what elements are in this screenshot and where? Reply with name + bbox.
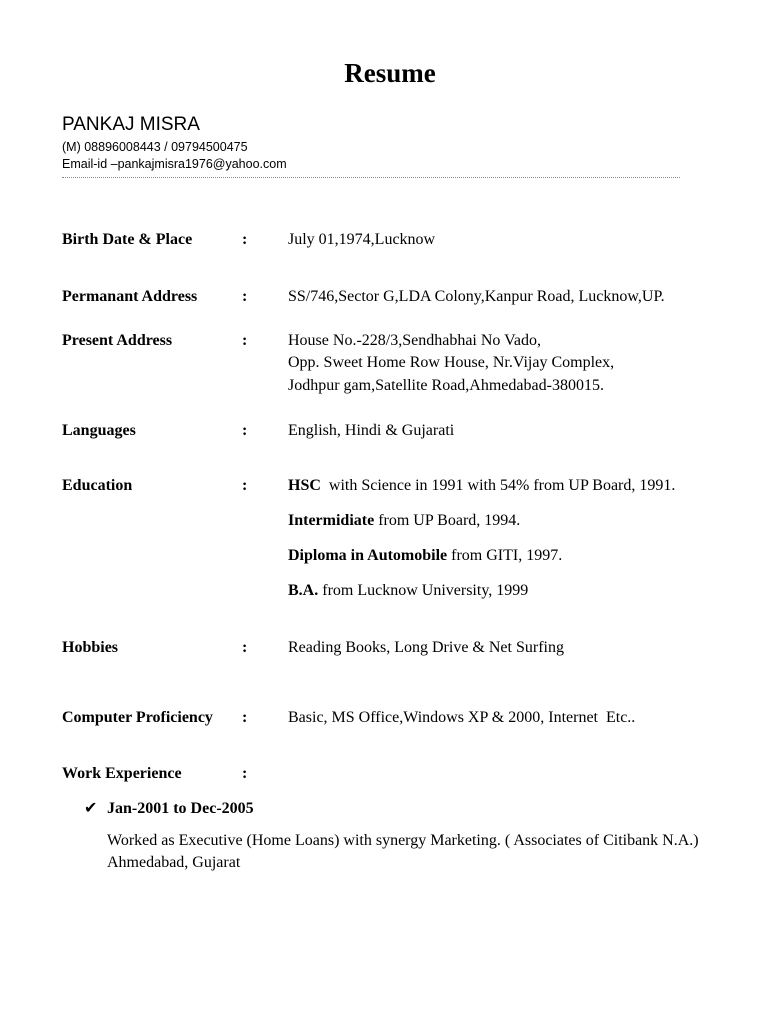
languages-label: Languages	[62, 422, 136, 439]
permanent-address-value: SS/746,Sector G,LDA Colony,Kanpur Road, Lucknow,UP.	[288, 288, 665, 305]
birth-value: July 01,1974,Lucknow	[288, 231, 436, 248]
education-detail: from UP Board, 1994.	[374, 512, 521, 529]
education-item	[288, 512, 520, 530]
work-experience-colon: :	[242, 765, 248, 782]
candidate-name: PANKAJ MISRA	[62, 114, 200, 135]
education-item	[288, 477, 675, 495]
birth-label: Birth Date & Place	[62, 231, 193, 248]
education-item	[288, 582, 528, 600]
permanent-address-label: Permanant Address	[62, 288, 198, 305]
present-address-line: House No.-228/3,Sendhabhai No Vado,	[288, 332, 542, 349]
education-degree: Intermidiate	[288, 512, 375, 529]
education-detail: with Science in 1991 with 54% from UP Board, 1991.	[320, 477, 676, 494]
email-address: Email-id –pankajmisra1976@yahoo.com	[62, 157, 287, 171]
present-address-colon: :	[242, 332, 248, 349]
job-description-line: Worked as Executive (Home Loans) with synergy Marketing. ( Associates of Citibank N.A.)	[107, 832, 699, 849]
present-address-line: Opp. Sweet Home Row House, Nr.Vijay Complex,	[288, 354, 615, 371]
hobbies-value: Reading Books, Long Drive & Net Surfing	[288, 639, 564, 656]
education-degree: HSC	[288, 477, 321, 494]
education-label: Education	[62, 477, 133, 494]
hobbies-colon: :	[242, 639, 248, 656]
computer-proficiency-colon: :	[242, 709, 248, 726]
work-experience-label: Work Experience	[62, 765, 182, 782]
education-degree: B.A.	[288, 582, 319, 599]
languages-value: English, Hindi & Gujarati	[288, 422, 455, 439]
education-detail: from Lucknow University, 1999	[318, 582, 529, 599]
computer-proficiency-label: Computer Proficiency	[62, 709, 213, 726]
header-divider	[62, 177, 680, 178]
education-detail: from GITI, 1997.	[447, 547, 563, 564]
present-address-line: Jodhpur gam,Satellite Road,Ahmedabad-380015.	[288, 377, 604, 394]
page-title: Resume	[344, 58, 436, 88]
education-degree: Diploma in Automobile	[288, 547, 448, 564]
job-period: Jan-2001 to Dec-2005	[107, 800, 254, 817]
birth-colon: :	[242, 231, 248, 248]
education-item	[288, 547, 562, 565]
permanent-address-colon: :	[242, 288, 248, 305]
languages-colon: :	[242, 422, 248, 439]
checkmark-icon: ✔	[84, 798, 98, 817]
education-colon: :	[242, 477, 248, 494]
phone-numbers: (M) 08896008443 / 09794500475	[62, 140, 248, 154]
job-description-line: Ahmedabad, Gujarat	[107, 854, 241, 871]
computer-proficiency-value: Basic, MS Office,Windows XP & 2000, Internet Etc..	[288, 709, 636, 726]
hobbies-label: Hobbies	[62, 639, 119, 656]
present-address-label: Present Address	[62, 332, 173, 349]
